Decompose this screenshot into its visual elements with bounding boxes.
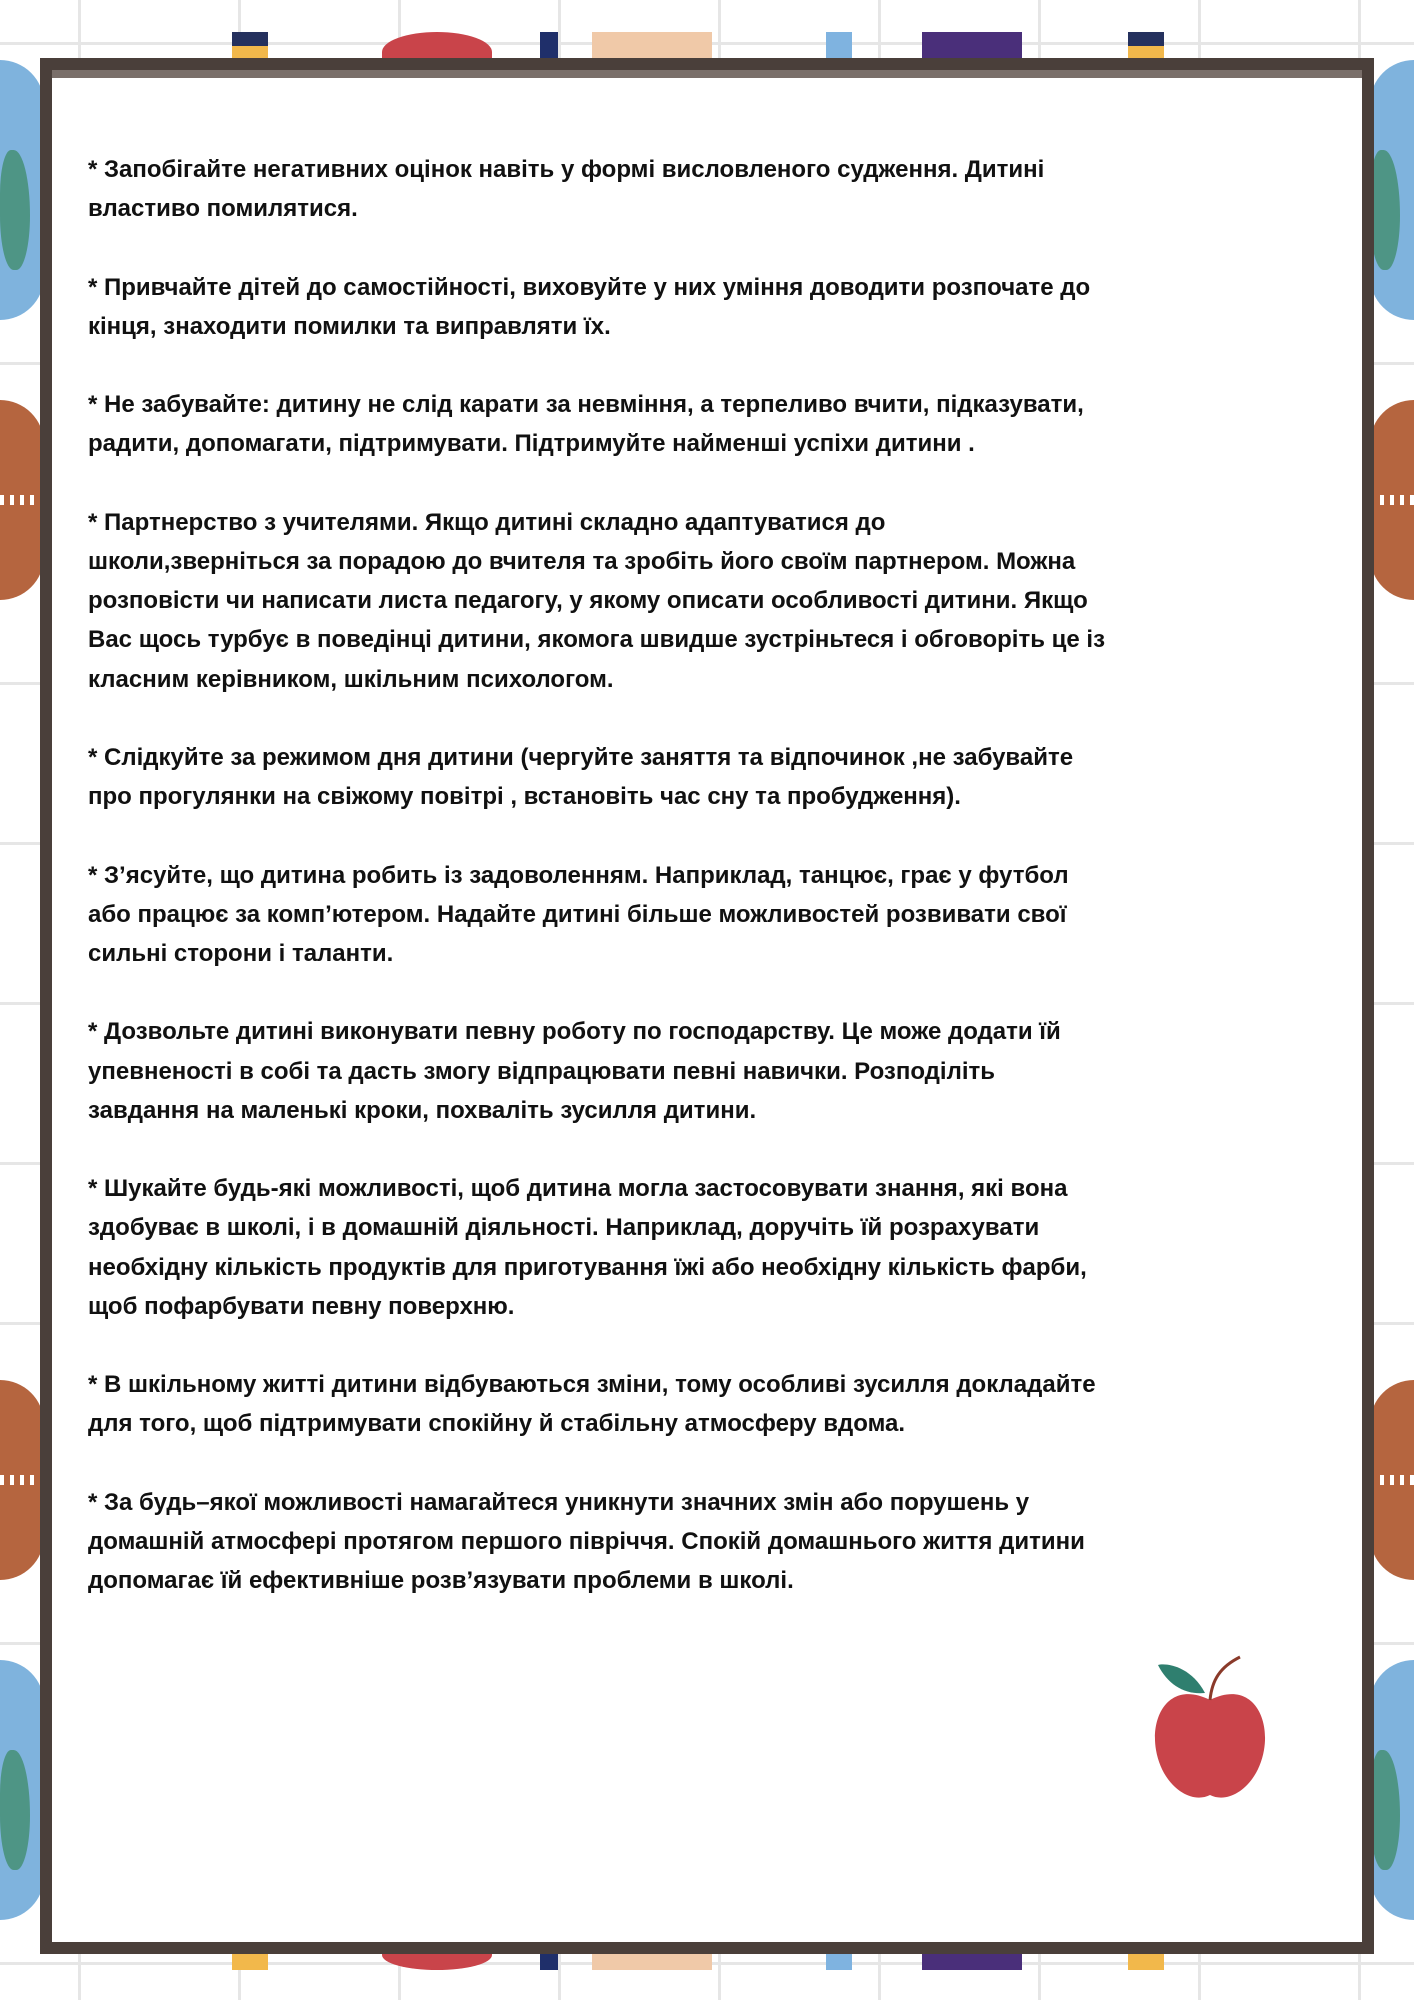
advice-paragraph [88,1169,1368,1326]
advice-line: * З’ясуйте, що дитина робить із задоволенням. Наприклад, танцює, грає у футбол [88,861,1069,889]
globe-decoration-right-bottom [1370,1660,1414,1920]
advice-paragraph [88,1012,1368,1130]
advice-paragraph [88,1365,1368,1443]
advice-paragraph [88,503,1368,699]
advice-line: або працює за комп’ютером. Надайте дитині більше можливостей розвивати свої [88,900,1067,928]
football-decoration-left-bottom [0,1380,44,1580]
globe-decoration-left-top [0,60,44,320]
advice-line: * Партнерство з учителями. Якщо дитині складно адаптуватися до [88,508,886,536]
advice-line: властиво помилятися. [88,195,358,223]
advice-line: * В шкільному житті дитини відбуваються зміни, тому особливі зусилля докладайте [88,1371,1096,1399]
advice-line: домашній атмосфері протягом першого півріччя. Спокій домашнього життя дитини [88,1527,1085,1555]
advice-line: кінця, знаходити помилки та виправляти їх. [88,312,611,340]
globe-decoration-right-top [1370,60,1414,320]
advice-line: упевненості в собі та дасть змогу відпрацювати певні навички. Розподіліть [88,1057,996,1085]
advice-paragraph [88,150,1368,228]
advice-list [88,150,1368,1640]
football-decoration-right-bottom [1370,1380,1414,1580]
advice-paragraph [88,1483,1368,1601]
advice-paragraph [88,385,1368,463]
advice-paragraph [88,738,1368,816]
advice-line: * Привчайте дітей до самостійності, виховуйте у них уміння доводити розпочате до [88,273,1091,301]
advice-line: завдання на маленькі кроки, похваліть зусилля дитини. [88,1096,757,1124]
advice-line: щоб пофарбувати певну поверхню. [88,1292,515,1320]
advice-line: * Не забувайте: дитину не слід карати за невміння, а терпеливо вчити, підказувати, [88,391,1084,419]
advice-line: розповісти чи написати листа педагогу, у якому описати особливості дитини. Якщо [88,587,1088,615]
advice-line: радити, допомагати, підтримувати. Підтримуйте найменші успіхи дитини . [88,430,975,458]
advice-line: * Слідкуйте за режимом дня дитини (чергуйте заняття та відпочинок ,не забувайте [88,743,1074,771]
advice-line: необхідну кількість продуктів для приготування їжі або необхідну кількість фарби, [88,1253,1087,1281]
advice-line: * Дозвольте дитині виконувати певну роботу по господарству. Це може додати їй [88,1018,1061,1046]
advice-line: для того, щоб підтримувати спокійну й стабільну атмосферу вдома. [88,1410,906,1438]
football-decoration-left [0,400,44,600]
advice-line: школи,зверніться за порадою до вчителя та зробіть його своїм партнером. Можна [88,547,1076,575]
apple-icon [1150,1655,1270,1805]
globe-decoration-left-bottom [0,1660,44,1920]
advice-line: класним керівником, шкільним психологом. [88,665,614,693]
advice-line: допомагає їй ефективніше розв’язувати проблеми в школі. [88,1567,794,1595]
advice-line: Вас щось турбує в поведінці дитини, якомога швидше зустріньтеся і обговоріть це із [88,626,1105,654]
advice-line: * Шукайте будь-які можливості, щоб дитина могла застосовувати знання, які вона [88,1175,1068,1203]
advice-line: сильні сторони і таланти. [88,939,394,967]
advice-line: * За будь–якої можливості намагайтеся уникнути значних змін або порушень у [88,1488,1030,1516]
advice-line: про прогулянки на свіжому повітрі , встановіть час сну та пробудження). [88,783,961,811]
advice-line: здобуває в школі, і в домашній діяльності. Наприклад, доручіть їй розрахувати [88,1214,1040,1242]
advice-line: * Запобігайте негативних оцінок навіть у формі висловленого судження. Дитині [88,156,1045,183]
football-decoration-right [1370,400,1414,600]
advice-paragraph [88,856,1368,974]
advice-paragraph [88,268,1368,346]
